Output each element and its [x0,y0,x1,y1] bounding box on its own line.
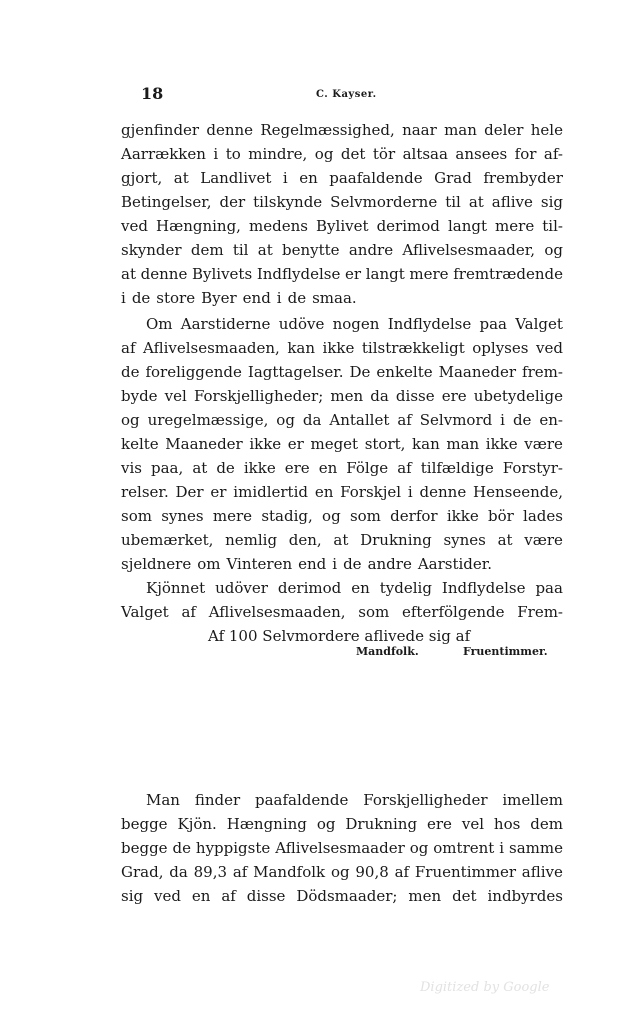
word: en- [539,411,563,429]
word: i [332,555,338,573]
word: skynder [121,241,182,259]
word: som [121,507,152,525]
word: udöve [278,315,325,333]
word: disse [395,387,435,405]
word: andre [367,555,412,573]
word: fremtrædende [453,265,563,283]
word: Aflivelsesmaader, [402,241,536,259]
word: Grad [434,169,472,187]
text-line [121,813,563,835]
word: Henseende, [473,483,563,501]
word: De [349,363,371,381]
word: sjeldnere [121,555,192,573]
word: imidlertid [233,483,308,501]
word: hele [530,121,563,139]
word: kan [412,435,440,453]
word: meget [310,435,359,453]
word: derimod [376,217,440,235]
word: Drukning [345,815,418,833]
word: denne [419,483,467,501]
word: de [131,289,151,307]
word: og [121,411,140,429]
word: til [445,193,461,211]
word: gjenfinder [121,121,200,139]
word: udöver [215,579,268,597]
word: Indflydelse [441,579,526,597]
word: af [397,459,412,477]
text-line [121,837,563,859]
word: derfor [390,507,438,525]
word: paa, [151,459,184,477]
word: af [394,863,410,881]
word: at [173,169,189,187]
word: to [225,145,241,163]
word: at [468,193,484,211]
word: benytte [282,241,340,259]
word: begge [121,815,168,833]
word: ved [121,217,148,235]
word: Grad, [121,863,164,881]
word: bör [487,507,514,525]
word: Bylivet [316,217,369,235]
word: paafaldende [329,169,423,187]
word: indbyrdes [487,887,563,905]
word: Indflydelse [256,265,341,283]
word: det [452,887,477,905]
word: paa [535,579,563,597]
word: end [242,289,271,307]
word: Om [146,315,173,333]
word: Forskjelligheder; [193,387,324,405]
word: Mandfolk [253,863,326,881]
word: en [318,459,338,477]
word: Aarstider. [417,555,493,573]
word: i [121,289,126,307]
word: at [333,531,349,549]
word: mindre, [248,145,308,163]
word: tilfældige [420,459,494,477]
word: 90,8 [355,863,389,881]
word: ansees [455,145,508,163]
word: kan [287,339,316,357]
word: Iagttagelser. [247,363,344,381]
word: de [216,459,235,477]
word: i [500,411,505,429]
text-line [121,337,563,359]
word: synes [443,531,486,549]
word: begge [121,839,168,857]
word: Valget [121,603,169,621]
word: den, [288,531,322,549]
word: vis [121,459,142,477]
word: kelte [121,435,159,453]
word: de [121,363,140,381]
word: Aflivelsesmaaden, [143,339,280,357]
text-line [121,191,563,213]
word: Aarrækken [121,145,206,163]
text-line [121,505,563,527]
word: vel [164,387,187,405]
word: finder [194,791,241,809]
word: Maaneder [438,363,517,381]
text-line [121,433,563,455]
word: ved [535,339,563,357]
text-line [146,789,563,811]
word: stort, [364,435,406,453]
word: imellem [502,791,563,809]
text-line [121,119,563,141]
word: efterfölgende [401,603,505,621]
text-line [146,577,563,599]
word: 89,3 [193,863,228,881]
word: nogen [332,315,380,333]
text-line [121,481,563,503]
text-line [121,885,563,907]
word: i [499,839,505,857]
word: derimod [277,579,342,597]
word: og [409,839,429,857]
word: Forskjelligheder [363,791,488,809]
word: Maaneder [165,435,243,453]
word: ikke [322,339,355,357]
word: som [349,507,381,525]
word: og [322,507,341,525]
word: at [121,265,136,283]
word: er [287,435,304,453]
word: mere [409,265,449,283]
word: være [524,531,563,549]
word: Man [146,791,180,809]
word: Indflydelse [387,315,472,333]
word: det [340,145,366,163]
word: som [358,603,390,621]
word: Byer [201,289,237,307]
word: Aflivelsesmaaden, [208,603,346,621]
word: og [316,815,336,833]
word: tilskynde [253,193,323,211]
word: Kjön. [177,815,217,833]
word: smaa. [312,289,357,307]
table-caption: Af 100 Selvmordere aflivede sig af [208,627,471,645]
word: Forstyr- [502,459,563,477]
word: andre [348,241,394,259]
word: hyppigste [195,839,271,857]
word: Antallet [329,411,390,429]
word: i [276,289,282,307]
word: gjort, [121,169,163,187]
word: langt [365,265,405,283]
word: er [345,265,362,283]
word: Aflivelsesmaader [275,839,405,857]
word: og [276,411,295,429]
word: end [298,555,327,573]
word: nemlig [225,531,278,549]
column-header-men: Mandfolk. [356,645,419,658]
word: en [191,887,211,905]
word: Fruentimmer [414,863,516,881]
word: da [302,411,322,429]
word: og [544,241,563,259]
word: Fölge [346,459,389,477]
word: uregelmæssige, [147,411,269,429]
word: om [197,555,221,573]
word: da [169,863,188,881]
word: ubetydelige [473,387,563,405]
word: Aarstiderne [180,315,271,333]
word: ikke [243,459,276,477]
word: af [181,603,196,621]
word: de [287,289,307,307]
word: foreliggende [145,363,242,381]
word: altsaa [402,145,448,163]
word: man [446,435,480,453]
word: oplyses [472,339,529,357]
word: mere [495,217,535,235]
text-line [121,861,563,883]
word: der [219,193,246,211]
word: være [524,435,563,453]
word: store [156,289,196,307]
word: en [314,483,334,501]
word: langt [447,217,487,235]
word: til [232,241,249,259]
text-line [121,553,563,575]
word: synes [161,507,204,525]
word: aflive [521,863,563,881]
word: Valget [515,315,563,333]
word: dem [530,815,563,833]
word: de [343,555,362,573]
word: tör [372,145,396,163]
text-line [121,457,563,479]
word: Selvmord [419,411,493,429]
text-line [121,529,563,551]
word: denne [140,265,188,283]
watermark: Digitized by Google [420,980,550,995]
text-line [121,361,563,383]
word: disse [246,887,286,905]
text-line [121,385,563,407]
word: i [213,145,219,163]
word: Dödsmaader; [296,887,398,905]
word: Forskjel [340,483,402,501]
word: Selvmorderne [330,193,438,211]
word: ubemærket, [121,531,214,549]
word: for [514,145,537,163]
text-line [121,143,563,165]
word: af [232,863,248,881]
word: men [408,887,442,905]
word: Betingelser, [121,193,212,211]
word: dem [190,241,224,259]
word: Vinteren [226,555,293,573]
word: aflive [491,193,533,211]
word: men [330,387,364,405]
word: deler [484,121,524,139]
text-line [121,215,563,237]
word: at [497,531,513,549]
word: Regelmæssighed, [260,121,395,139]
word: medens [249,217,308,235]
word: i [282,169,288,187]
word: Kjönnet [146,579,206,597]
word: stadig, [261,507,313,525]
text-line [121,287,563,309]
word: og [314,145,334,163]
word: de [172,839,191,857]
text-line [121,409,563,431]
word: ikke [485,435,518,453]
word: paa [479,315,507,333]
word: sig [540,193,563,211]
text-line [146,313,563,335]
word: relser. [121,483,169,501]
word: frembyder [483,169,563,187]
word: at [257,241,273,259]
word: Bylivets [191,265,253,283]
word: er [210,483,227,501]
word: mere [212,507,253,525]
word: Der [175,483,204,501]
running-head: C. Kayser. [316,89,377,100]
text-line [121,263,563,285]
word: af [397,411,412,429]
word: Hængning [226,815,307,833]
word: sig [121,887,144,905]
text-line [121,601,563,623]
word: lades [523,507,563,525]
word: ikke [446,507,479,525]
word: vel [461,815,484,833]
word: en [299,169,318,187]
page-number: 18 [141,84,164,103]
word: enkelte [376,363,433,381]
word: paafaldende [254,791,349,809]
word: samme [509,839,563,857]
word: Landlivet [200,169,272,187]
word: ere [441,387,467,405]
word: af [221,887,236,905]
word: en [351,579,370,597]
word: til- [542,217,563,235]
word: tilstrækkeligt [361,339,465,357]
word: de [512,411,532,429]
word: af [121,339,136,357]
word: byde [121,387,158,405]
word: Hængning, [156,217,241,235]
text-line [121,239,563,261]
word: da [370,387,389,405]
word: af- [543,145,563,163]
text-line [121,167,563,189]
word: man [444,121,477,139]
word: og [330,863,350,881]
word: ikke [249,435,282,453]
column-header-women: Fruentimmer. [463,645,548,658]
word: hos [493,815,521,833]
word: frem- [522,363,563,381]
word: at [192,459,208,477]
word: Drukning [360,531,432,549]
word: ere [426,815,452,833]
word: Frem- [517,603,563,621]
word: ved [154,887,181,905]
word: ere [284,459,310,477]
word: i [407,483,413,501]
word: omtrent [433,839,495,857]
word: tydelig [379,579,432,597]
word: denne [206,121,254,139]
word: naar [402,121,437,139]
